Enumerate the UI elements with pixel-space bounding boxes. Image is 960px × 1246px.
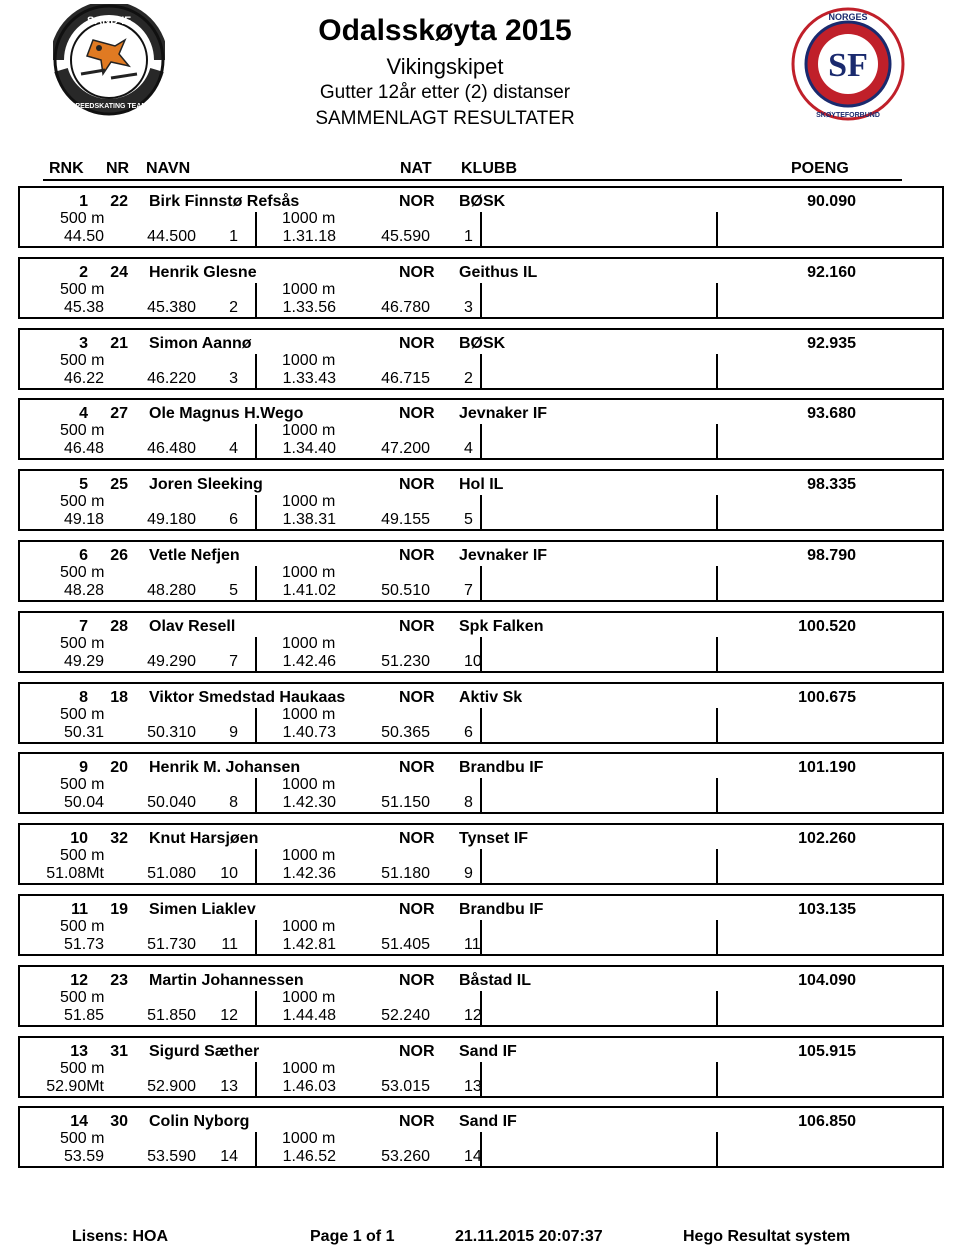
entry-border: [255, 566, 257, 602]
entry-border: [716, 424, 718, 460]
entry-distance-1000-label: 1000 m: [282, 280, 336, 298]
entry-club: BØSK: [459, 193, 506, 210]
entry-nation: NOR: [399, 688, 435, 706]
left-logo-top-text: SAND IF: [87, 15, 131, 27]
entry-border: [18, 965, 944, 967]
entry-points: 102.260: [798, 830, 856, 848]
entry-time-1000: 1.46.03: [282, 1077, 336, 1095]
entry-time-500: 52.90Mt: [46, 1077, 104, 1095]
result-entry: [18, 682, 944, 744]
entry-start-number: 31: [110, 1042, 128, 1060]
footer-license: Lisens: HOA: [72, 1228, 169, 1245]
entry-time-1000: 1.34.40: [282, 440, 336, 458]
entry-distance-1000-label: 1000 m: [282, 1130, 336, 1148]
entry-border: [942, 611, 944, 673]
entry-rank-500: 13: [220, 1077, 238, 1095]
entry-rank: 10: [70, 830, 88, 848]
entry-club: Spk Falken: [459, 617, 544, 635]
entry-points-1000: 49.155: [381, 511, 430, 529]
entry-points-500: 50.040: [147, 794, 196, 812]
entry-border: [942, 398, 944, 460]
entry-points-500: 53.590: [147, 1148, 196, 1166]
entry-time-500: 46.48: [63, 440, 104, 458]
entry-border: [942, 186, 944, 248]
entry-distance-1000-label: 1000 m: [282, 776, 336, 794]
entry-rank: 1: [79, 193, 88, 210]
result-entry: [18, 752, 944, 814]
entry-nation: NOR: [399, 334, 435, 352]
entry-rank-1000: 5: [464, 511, 473, 529]
entry-rank-500: 10: [220, 865, 238, 883]
entry-points-500: 49.290: [147, 652, 196, 670]
entry-border: [942, 1036, 944, 1098]
entry-nation: NOR: [399, 971, 435, 989]
page-title: Odalsskøyta 2015: [318, 14, 572, 47]
entry-time-500: 48.28: [63, 582, 104, 599]
entry-name: Henrik M. Johansen: [149, 759, 301, 777]
entry-time-500: 44.50: [63, 228, 104, 245]
entry-border: [18, 682, 944, 684]
entry-time-500: 51.73: [63, 936, 104, 953]
entry-nation: NOR: [399, 193, 435, 210]
entry-club: BØSK: [459, 334, 506, 352]
entry-name: Colin Nyborg: [149, 1113, 250, 1131]
entry-name: Ole Magnus H.Wego: [149, 405, 304, 423]
entry-border: [18, 752, 944, 754]
entry-border: [255, 354, 257, 390]
entry-time-500: 53.59: [63, 1148, 104, 1166]
entry-border: [255, 778, 257, 814]
entry-points: 93.680: [807, 405, 856, 423]
entry-border: [255, 920, 257, 956]
entry-points-1000: 46.715: [381, 369, 430, 387]
entry-rank-500: 4: [229, 440, 238, 458]
col-header-nr: NR: [106, 160, 130, 177]
entry-nation: NOR: [399, 476, 435, 494]
right-logo-monogram: SF: [828, 47, 868, 84]
result-entry: [18, 469, 944, 531]
entry-rank-1000: 9: [464, 865, 473, 883]
entry-distance-1000-label: 1000 m: [282, 988, 336, 1006]
entry-time-500: 51.08Mt: [46, 865, 104, 883]
entry-time-500: 49.29: [63, 652, 104, 670]
entry-time-500: 46.22: [63, 369, 104, 387]
entry-start-number: 19: [110, 901, 128, 918]
entry-border: [255, 495, 257, 531]
entry-name: Olav Resell: [149, 617, 236, 635]
entry-border: [942, 469, 944, 531]
entry-points-1000: 51.230: [381, 652, 430, 670]
entry-time-500: 51.85: [63, 1006, 104, 1024]
entry-club: Sand IF: [459, 1042, 517, 1060]
entry-border: [716, 566, 718, 602]
entry-rank-500: 5: [229, 582, 238, 599]
footer-timestamp: 21.11.2015 20:07:37: [455, 1228, 603, 1245]
entry-distance-500-label: 500 m: [60, 210, 105, 227]
entry-distance-500-label: 500 m: [60, 776, 105, 794]
result-entry: [18, 965, 944, 1027]
entry-points-500: 51.730: [147, 936, 196, 953]
entry-distance-1000-label: 1000 m: [282, 564, 336, 581]
entry-distance-500-label: 500 m: [60, 493, 105, 511]
entry-border: [255, 637, 257, 673]
header-rule: [43, 179, 902, 181]
entry-nation: NOR: [399, 830, 435, 848]
entry-rank-1000: 14: [464, 1148, 482, 1166]
entry-points: 98.335: [807, 476, 856, 494]
entry-points: 103.135: [798, 901, 856, 918]
entry-border: [255, 1132, 257, 1168]
entry-name: Knut Harsjøen: [149, 830, 259, 848]
entry-rank-500: 6: [229, 511, 238, 529]
entry-border: [18, 328, 944, 330]
entry-time-1000: 1.41.02: [282, 582, 336, 599]
col-header-poeng: POENG: [791, 160, 849, 177]
entry-points: 101.190: [798, 759, 856, 777]
entry-points-1000: 53.260: [381, 1148, 430, 1166]
entry-time-1000: 1.40.73: [282, 723, 336, 741]
entry-rank: 2: [79, 263, 88, 281]
entry-time-1000: 1.33.43: [282, 369, 336, 387]
entry-distance-1000-label: 1000 m: [282, 634, 336, 652]
entry-nation: NOR: [399, 759, 435, 777]
entry-nation: NOR: [399, 547, 435, 564]
result-entry: [18, 894, 944, 956]
result-entry: [18, 257, 944, 319]
entry-points-1000: 50.510: [381, 582, 430, 599]
entry-start-number: 22: [110, 193, 128, 210]
venue-title: Vikingskipet: [386, 54, 504, 79]
result-entry: [18, 611, 944, 673]
entry-name: Birk Finnstø Refsås: [149, 193, 300, 210]
entry-points: 105.915: [798, 1042, 856, 1060]
entry-start-number: 18: [110, 688, 128, 706]
entry-border: [18, 469, 944, 471]
entry-border: [716, 778, 718, 814]
entry-border: [18, 894, 944, 896]
result-entry: [18, 540, 944, 602]
entry-club: Geithus IL: [459, 263, 538, 281]
entry-distance-500-label: 500 m: [60, 1130, 105, 1148]
entry-time-500: 49.18: [63, 511, 104, 529]
entry-club: Hol IL: [459, 476, 504, 494]
col-header-nat: NAT: [400, 160, 432, 177]
right-logo-bottom-text: SKØYTEFORBUND: [816, 112, 880, 119]
entry-start-number: 21: [110, 334, 128, 352]
entry-rank: 5: [79, 476, 88, 494]
entry-rank-500: 3: [229, 369, 238, 387]
entry-border: [18, 611, 944, 613]
entry-rank: 6: [79, 547, 88, 564]
entry-distance-500-label: 500 m: [60, 351, 105, 369]
entry-distance-1000-label: 1000 m: [282, 351, 336, 369]
col-header-navn: NAVN: [146, 160, 191, 177]
entry-rank-1000: 6: [464, 723, 473, 741]
entry-rank: 4: [79, 405, 88, 423]
entry-rank: 9: [79, 759, 88, 777]
entry-points-500: 44.500: [147, 228, 196, 245]
entry-rank: 11: [71, 901, 88, 918]
entry-club: Brandbu IF: [459, 759, 544, 777]
entry-border: [716, 212, 718, 248]
result-entry: [18, 398, 944, 460]
entry-border: [942, 823, 944, 885]
entry-distance-1000-label: 1000 m: [282, 422, 336, 440]
entry-distance-500-label: 500 m: [60, 918, 105, 935]
entry-rank-1000: 13: [464, 1077, 482, 1095]
entry-rank-500: 9: [229, 723, 238, 741]
entry-time-500: 45.38: [63, 298, 104, 316]
result-entry: [18, 328, 944, 390]
entry-club: Aktiv Sk: [459, 688, 523, 706]
result-entry: [18, 823, 944, 885]
col-header-klubb: KLUBB: [461, 160, 517, 177]
entry-rank: 12: [70, 971, 88, 989]
entry-rank-500: 1: [229, 228, 238, 245]
entry-club: Brandbu IF: [459, 901, 544, 918]
entry-time-1000: 1.44.48: [282, 1006, 336, 1024]
entry-time-1000: 1.31.18: [282, 228, 336, 245]
entry-rank: 7: [79, 617, 88, 635]
entry-name: Simon Aannø: [149, 334, 252, 352]
entry-distance-500-label: 500 m: [60, 847, 105, 865]
entry-border: [942, 1106, 944, 1168]
entry-border: [716, 1062, 718, 1098]
entry-rank-1000: 7: [464, 582, 473, 599]
entry-name: Vetle Nefjen: [149, 547, 240, 564]
entry-points: 98.790: [807, 547, 856, 564]
entry-distance-500-label: 500 m: [60, 705, 105, 723]
entry-points-1000: 51.405: [381, 936, 430, 953]
entry-points-500: 46.220: [147, 369, 196, 387]
entry-rank-1000: 10: [464, 652, 482, 670]
entry-border: [942, 965, 944, 1027]
entry-start-number: 20: [110, 759, 128, 777]
entry-rank-500: 7: [229, 652, 238, 670]
entry-distance-1000-label: 1000 m: [282, 493, 336, 511]
entry-border: [18, 186, 944, 188]
footer-page: Page 1 of 1: [310, 1228, 395, 1245]
entry-border: [255, 849, 257, 885]
entry-name: Simen Liaklev: [149, 901, 256, 918]
entry-rank-1000: 12: [464, 1006, 482, 1024]
entry-points-500: 51.080: [147, 865, 196, 883]
entry-distance-500-label: 500 m: [60, 280, 105, 298]
entry-points-1000: 50.365: [381, 723, 430, 741]
entry-points-500: 52.900: [147, 1077, 196, 1095]
entry-points: 104.090: [798, 971, 856, 989]
entry-rank-500: 14: [220, 1148, 238, 1166]
entry-start-number: 27: [110, 405, 128, 423]
entry-nation: NOR: [399, 1042, 435, 1060]
entry-border: [716, 708, 718, 744]
entry-distance-500-label: 500 m: [60, 988, 105, 1006]
entry-rank: 8: [79, 688, 88, 706]
entry-border: [18, 257, 944, 259]
entry-club: Jevnaker IF: [459, 547, 548, 564]
entry-border: [942, 540, 944, 602]
entry-border: [942, 894, 944, 956]
entry-points: 106.850: [798, 1113, 856, 1131]
entry-nation: NOR: [399, 617, 435, 635]
result-entry: [18, 1106, 944, 1168]
entry-time-1000: 1.38.31: [282, 511, 336, 529]
entry-points: 92.935: [807, 334, 856, 352]
entry-border: [18, 398, 944, 400]
entry-border: [942, 752, 944, 814]
entry-points: 100.520: [798, 617, 856, 635]
entry-name: Henrik Glesne: [149, 263, 257, 281]
left-logo-bottom-text: SPEEDSKATING TEAM: [70, 103, 148, 110]
entry-start-number: 32: [110, 830, 128, 848]
entry-border: [255, 212, 257, 248]
entry-start-number: 23: [110, 971, 128, 989]
entry-time-1000: 1.42.30: [282, 794, 336, 812]
right-logo-top-text: NORGES: [828, 12, 868, 22]
entry-distance-1000-label: 1000 m: [282, 847, 336, 865]
entry-distance-500-label: 500 m: [60, 422, 105, 440]
entry-start-number: 30: [110, 1113, 128, 1131]
entry-time-500: 50.31: [63, 723, 104, 741]
entry-points-500: 46.480: [147, 440, 196, 458]
entry-club: Tynset IF: [459, 830, 529, 848]
entry-points-500: 51.850: [147, 1006, 196, 1024]
result-entry: [18, 186, 944, 248]
entry-nation: NOR: [399, 901, 435, 918]
result-entry: [18, 1036, 944, 1098]
entry-rank-1000: 4: [464, 440, 473, 458]
entry-border: [716, 991, 718, 1027]
entry-border: [716, 354, 718, 390]
entry-time-1000: 1.42.46: [282, 652, 336, 670]
entry-start-number: 28: [110, 617, 128, 635]
entry-border: [18, 823, 944, 825]
entry-border: [18, 540, 944, 542]
entry-start-number: 26: [110, 547, 128, 564]
entry-distance-500-label: 500 m: [60, 564, 105, 581]
entry-club: Jevnaker IF: [459, 405, 548, 423]
entry-points-1000: 47.200: [381, 440, 430, 458]
entry-nation: NOR: [399, 263, 435, 281]
class-title: Gutter 12år etter (2) distanser: [319, 82, 571, 103]
entry-distance-500-label: 500 m: [60, 1059, 105, 1077]
entry-rank-500: 11: [221, 936, 238, 953]
entry-name: Martin Johannessen: [149, 971, 304, 989]
entry-time-1000: 1.42.81: [282, 936, 336, 953]
entry-border: [942, 328, 944, 390]
entry-points-500: 50.310: [147, 723, 196, 741]
entry-time-1000: 1.42.36: [282, 865, 336, 883]
entry-points-1000: 45.590: [381, 228, 430, 245]
entry-border: [255, 991, 257, 1027]
entry-border: [716, 849, 718, 885]
entry-distance-1000-label: 1000 m: [282, 210, 336, 227]
entry-border: [18, 1106, 944, 1108]
entry-club: Båstad IL: [459, 971, 532, 989]
entry-rank-1000: 3: [464, 298, 473, 316]
entry-time-1000: 1.33.56: [282, 298, 336, 316]
entry-start-number: 24: [110, 263, 128, 281]
entry-distance-1000-label: 1000 m: [282, 918, 336, 935]
entry-name: Joren Sleeking: [149, 476, 263, 494]
entry-time-1000: 1.46.52: [282, 1148, 336, 1166]
entry-border: [18, 1036, 944, 1038]
entry-distance-500-label: 500 m: [60, 634, 105, 652]
entry-points: 90.090: [807, 193, 856, 210]
entry-border: [716, 495, 718, 531]
entry-points-1000: 51.180: [381, 865, 430, 883]
entry-distance-1000-label: 1000 m: [282, 705, 336, 723]
entry-rank-500: 2: [229, 298, 238, 316]
entry-border: [942, 682, 944, 744]
entry-border: [255, 283, 257, 319]
entry-border: [716, 637, 718, 673]
entry-nation: NOR: [399, 1113, 435, 1131]
entry-rank-1000: 1: [464, 228, 473, 245]
entry-rank: 14: [70, 1113, 88, 1131]
footer-system: Hego Resultat system: [683, 1228, 851, 1245]
entry-border: [716, 283, 718, 319]
entry-name: Viktor Smedstad Haukaas: [149, 688, 346, 706]
entry-points: 100.675: [798, 688, 856, 706]
entry-border: [716, 1132, 718, 1168]
results-title: SAMMENLAGT RESULTATER: [315, 108, 575, 129]
entry-rank-1000: 11: [464, 936, 481, 953]
entry-rank: 3: [79, 334, 88, 352]
entry-points-1000: 52.240: [381, 1006, 430, 1024]
entry-points: 92.160: [807, 263, 856, 281]
col-header-rnk: RNK: [49, 160, 84, 177]
entry-rank-1000: 8: [464, 794, 473, 812]
entry-time-500: 50.04: [63, 794, 104, 812]
entry-name: Sigurd Sæther: [149, 1042, 260, 1060]
entry-border: [255, 424, 257, 460]
entry-points-1000: 51.150: [381, 794, 430, 812]
entry-border: [942, 257, 944, 319]
entry-club: Sand IF: [459, 1113, 517, 1131]
entry-border: [255, 1062, 257, 1098]
entry-rank-1000: 2: [464, 369, 473, 387]
entry-border: [255, 708, 257, 744]
entry-distance-1000-label: 1000 m: [282, 1059, 336, 1077]
entry-start-number: 25: [110, 476, 128, 494]
entry-points-1000: 53.015: [381, 1077, 430, 1095]
entry-rank: 13: [70, 1042, 88, 1060]
entry-points-500: 48.280: [147, 582, 196, 599]
entry-points-500: 49.180: [147, 511, 196, 529]
entry-rank-500: 12: [220, 1006, 238, 1024]
entry-rank-500: 8: [229, 794, 238, 812]
entry-points-500: 45.380: [147, 298, 196, 316]
entry-border: [716, 920, 718, 956]
entry-nation: NOR: [399, 405, 435, 423]
entry-points-1000: 46.780: [381, 298, 430, 316]
